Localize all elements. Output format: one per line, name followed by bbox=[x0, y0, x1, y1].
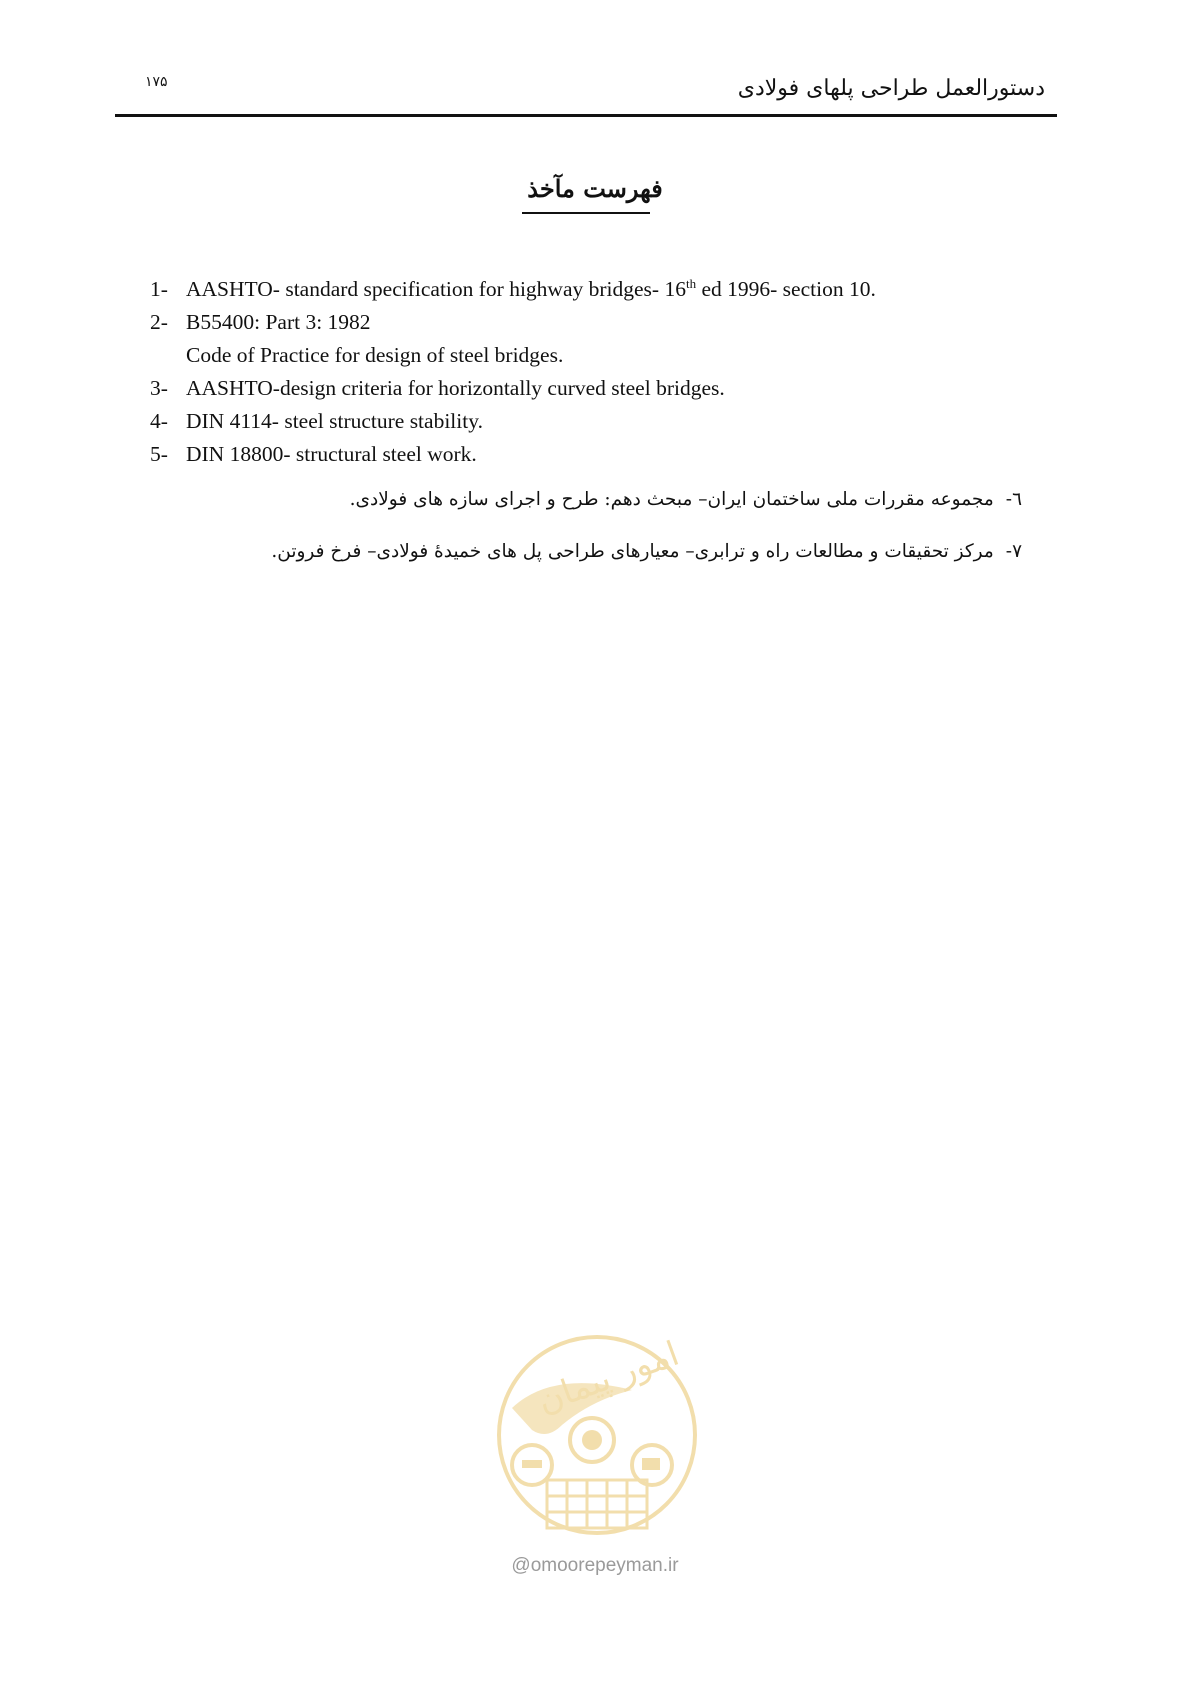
reference-text-part: ed 1996- section 10. bbox=[696, 277, 876, 301]
reference-text: مرکز تحقیقات و مطالعات راه و ترابری– معیارهای طراحی پل های خمیدهٔ فولادی– فرخ فروتن. bbox=[271, 541, 994, 562]
superscript: th bbox=[685, 275, 697, 291]
reference-text-part: AASHTO- standard specification for highway bridges- 16 bbox=[186, 277, 686, 301]
reference-text: مجموعه مقررات ملی ساختمان ایران– مبحث دهم: طرح و اجرای سازه های فولادی. bbox=[349, 489, 994, 510]
reference-number: 4- bbox=[150, 409, 168, 433]
header-divider bbox=[115, 114, 1057, 117]
reference-number: ۷- bbox=[1005, 541, 1022, 562]
page-header bbox=[115, 70, 1057, 116]
reference-number: ٦- bbox=[1005, 489, 1022, 510]
reference-text: DIN 18800- structural steel work. bbox=[186, 442, 477, 466]
running-title: دستورالعمل طراحی پلهای فولادی bbox=[737, 76, 1045, 101]
reference-text: Code of Practice for design of steel bridges. bbox=[186, 343, 564, 367]
watermark-logo bbox=[492, 1330, 702, 1550]
watermark-url: @omoorepeyman.ir bbox=[511, 1555, 679, 1576]
reference-text: B55400: Part 3: 1982 bbox=[186, 310, 371, 334]
reference-item-fa bbox=[350, 489, 1022, 510]
reference-text bbox=[186, 277, 876, 302]
reference-item-fa bbox=[271, 541, 1022, 562]
logo-lettering: امور پیمان bbox=[532, 1333, 685, 1422]
section-title: فهرست مآخذ bbox=[527, 174, 663, 203]
page-number: ۱۷۵ bbox=[145, 74, 168, 90]
reference-text: AASHTO-design criteria for horizontally curved steel bridges. bbox=[186, 376, 725, 400]
reference-number: 2- bbox=[150, 310, 168, 334]
reference-number: 5- bbox=[150, 442, 168, 466]
reference-number: 1- bbox=[150, 277, 168, 301]
title-underline bbox=[522, 212, 650, 214]
reference-number: 3- bbox=[150, 376, 168, 400]
reference-text: DIN 4114- steel structure stability. bbox=[186, 409, 483, 433]
